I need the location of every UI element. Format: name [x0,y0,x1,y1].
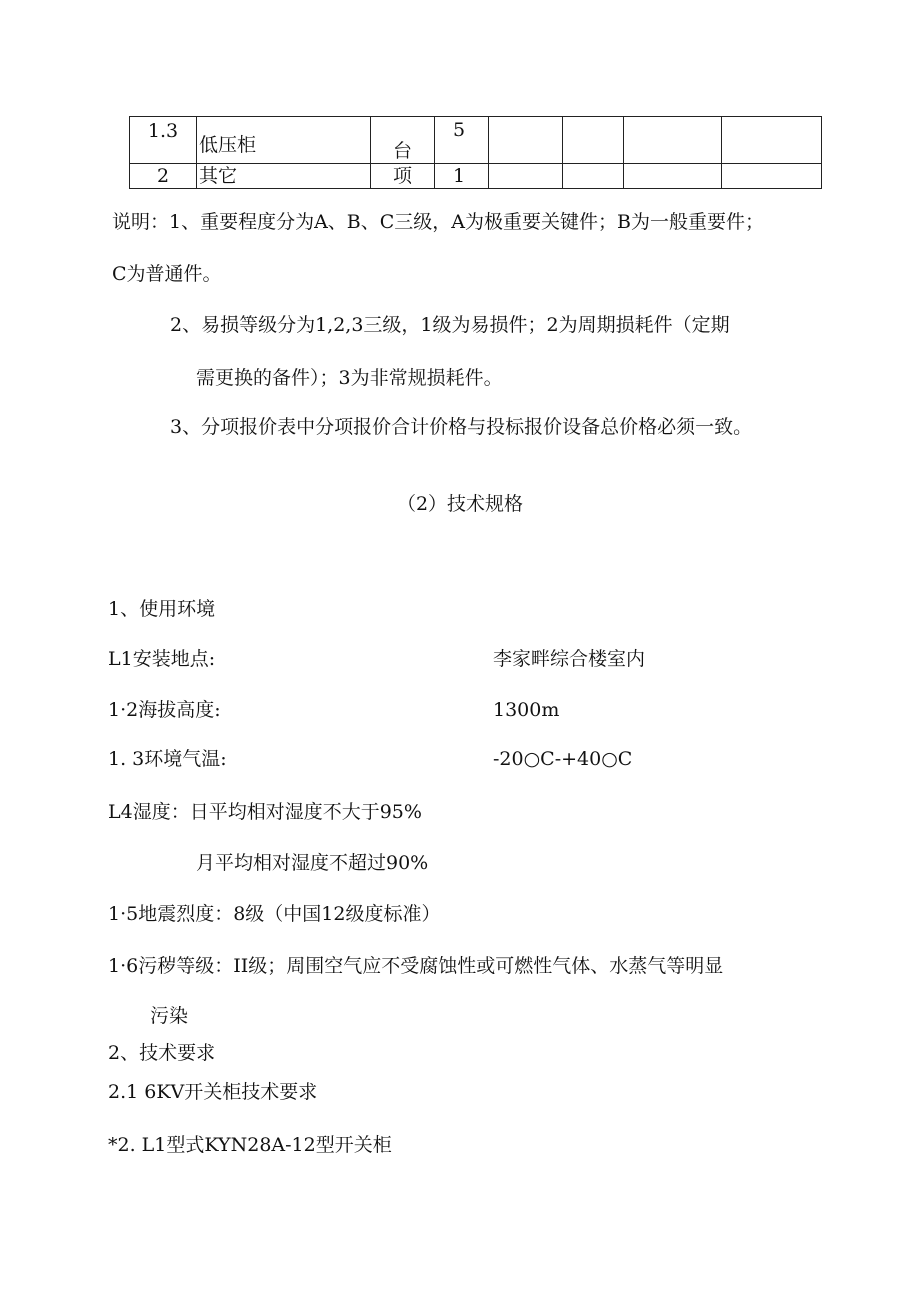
note-2-line-1: 2、易损等级分为1,2,3三级，1级为易损件；2为周期损耗件（定期 [170,314,730,336]
empty-cell [489,164,563,189]
item-name: 其它 [197,164,371,189]
table-row [130,164,822,189]
item-unit: 台 [371,117,435,164]
empty-cell [722,164,822,189]
temperature-value: -20○C-+40○C [493,748,633,770]
pollution-line-2: 污染 [150,1005,189,1027]
altitude-value: 1300m [493,699,560,721]
item-qty: 1 [435,164,489,189]
table-row [130,117,822,164]
tech-subheading-2: *2. L1型式KYN28A-12型开关柜 [108,1134,392,1156]
item-qty: 5 [435,117,489,164]
seismic-intensity: 1·5地震烈度：8级（中国12级度标准） [108,903,441,925]
install-location-label: L1安装地点: [108,648,216,670]
tech-heading: 2、技术要求 [108,1042,216,1064]
note-1-line-1: 说明：1、重要程度分为A、B、C三级，A为极重要关键件；B为一般重要件； [112,211,764,233]
empty-cell [722,117,822,164]
item-name: 低压柜 [197,117,371,164]
note-2-line-2: 需更换的备件）；3为非常规损耗件。 [196,367,503,389]
note-1-line-2: C为普通件。 [112,263,222,285]
humidity-line-2: 月平均相对湿度不超过90% [196,852,429,874]
install-location-value: 李家畔综合楼室内 [493,648,646,670]
env-heading: 1、使用环境 [108,598,216,620]
note-3: 3、分项报价表中分项报价合计价格与投标报价设备总价格必须一致。 [170,416,753,438]
empty-cell [489,117,563,164]
pollution-line-1: 1·6污秽等级：II级；周围空气应不受腐蚀性或可燃性气体、水蒸气等明显 [108,955,724,977]
altitude-label: 1·2海拔高度: [108,699,221,721]
section-title: （2）技术规格 [396,493,524,515]
items-table [129,116,822,189]
item-no: 1.3 [130,117,197,164]
empty-cell [563,164,624,189]
item-no: 2 [130,164,197,189]
temperature-label: 1. 3环境气温: [108,748,227,770]
tech-subheading-1: 2.1 6KV开关柜技术要求 [108,1081,318,1103]
empty-cell [624,164,722,189]
empty-cell [624,117,722,164]
empty-cell [563,117,624,164]
humidity-line-1: L4湿度：日平均相对湿度不大于95% [108,801,422,823]
item-unit: 项 [371,164,435,189]
